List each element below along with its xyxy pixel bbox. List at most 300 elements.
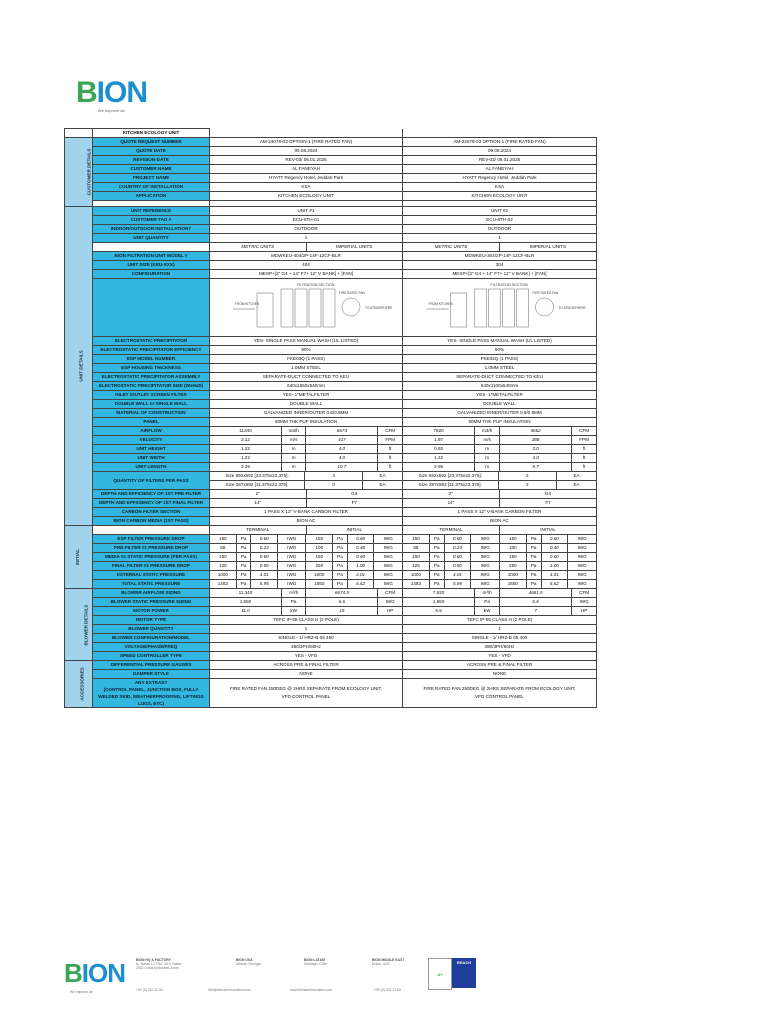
split-value: 7,920 <box>403 589 475 597</box>
split-value: 250 <box>306 562 333 570</box>
split-value: 4.01 <box>444 571 471 579</box>
split-value: 0.23 <box>444 544 471 552</box>
table-row <box>65 337 597 346</box>
table-row <box>65 216 597 225</box>
split-value: Size 287x592 [11.375x23.375]: <box>210 481 305 489</box>
section-label <box>65 661 93 708</box>
row-label: UNIT WIDTH <box>93 454 210 463</box>
split-value: Pa <box>333 580 348 588</box>
row-label: CUSTOMER NAME <box>93 165 210 174</box>
split-cell <box>210 580 403 589</box>
split-value: ft <box>388 446 392 451</box>
table-row <box>65 156 597 165</box>
split-value: CFM <box>385 590 396 595</box>
split-value: Pa <box>429 553 444 561</box>
unit2-value: YES- 1"METALFILTER <box>403 391 597 400</box>
footer-fax: +90 (0) 332 22 60 <box>374 988 401 992</box>
unit1-value: MDWKEU-404/2P-14F-12CF-BLR <box>210 252 403 261</box>
table-row <box>65 346 597 355</box>
split-value: 1,650 <box>403 598 475 606</box>
split-cell <box>210 553 403 562</box>
split-value: 6.62 <box>347 580 374 588</box>
split-cell <box>403 526 597 535</box>
unit2-value: YES - VFD <box>403 652 597 661</box>
row-label: INDOOR/OUTDOOR INSTALLATION? <box>93 225 210 234</box>
unit1-value: FKE03Q (1 PASS) <box>210 355 403 364</box>
extras-label-line: (CONTROL PANEL, JUNCTION BOX, FULLY <box>103 687 199 692</box>
footer <box>64 952 584 1004</box>
row-label <box>93 679 210 708</box>
unit2-value: TEFC IP-55 CLASS H (2 POLE) <box>403 616 597 625</box>
unit2-value: HYATT Regency Hotel, Jeddah Park <box>403 174 597 183</box>
split-value: Size 592x592 [23.375x23.375]: <box>403 472 498 480</box>
unit2-value: NONE <box>403 670 597 679</box>
split-value: IWG <box>577 545 587 550</box>
split-value: CFM <box>579 428 590 433</box>
unit1-value: KSA <box>210 183 403 192</box>
split-value: EA <box>573 482 580 487</box>
split-cell <box>210 589 403 598</box>
table-row <box>65 400 597 409</box>
split-value: 2.12 <box>210 436 281 444</box>
section-label <box>65 526 93 589</box>
split-value: 150 <box>210 553 236 561</box>
split-cell <box>210 436 403 445</box>
split-value: 1.97 <box>403 436 475 444</box>
split-value: 1483 <box>210 580 236 588</box>
unit1-value: SINGLE - 1/ HRZ-B 05 450 <box>210 634 403 643</box>
title-row <box>65 129 597 138</box>
split-value: 4 <box>305 472 363 480</box>
split-value: IWG <box>278 562 306 570</box>
split-cell <box>210 607 403 616</box>
split-value: 388 <box>499 436 571 444</box>
split-value: 3.25 <box>210 463 281 471</box>
unit2-value: 09.08.2024 <box>403 147 597 156</box>
split-cell <box>403 427 597 436</box>
split-value: 14" <box>210 499 306 507</box>
unit1-value: TEFC IP-55 CLASS H (2 POLE) <box>210 616 403 625</box>
split-value: 0.60 <box>541 535 568 543</box>
split-value: IWG <box>579 599 589 604</box>
row-label: CUSTOMER TAG # <box>93 216 210 225</box>
table-row <box>65 463 597 472</box>
split-value: 11.0 <box>210 607 281 615</box>
split-value: IWG <box>577 572 587 577</box>
split-value: 4661.5 <box>499 589 571 597</box>
table-row <box>65 652 597 661</box>
split-value: G4 <box>544 491 552 496</box>
unit-configuration-diagram <box>211 279 401 333</box>
split-value: 150 <box>306 535 333 543</box>
split-value: 150 <box>403 535 429 543</box>
split-value: 4.01 <box>541 571 568 579</box>
split-value: 0.50 <box>251 562 278 570</box>
split-cell <box>403 598 597 607</box>
split-cell <box>210 445 403 454</box>
split-cell <box>210 544 403 553</box>
logo-wordmark: BION <box>76 76 148 109</box>
split-cell <box>403 571 597 580</box>
split-value: Pa <box>429 535 444 543</box>
unit2-value: KITCHEN ECOLOGY UNIT <box>403 192 597 201</box>
split-value: Size 287x592 [11.375x23.375]: <box>403 481 498 489</box>
section-title: CUSTOMER DETAILS <box>86 148 92 196</box>
split-value: 4.01 <box>347 571 374 579</box>
split-cell <box>210 526 403 535</box>
split-value: Size 592x592 [23.375x23.375]: <box>210 472 305 480</box>
row-label: MOTOR TYPE <box>93 616 210 625</box>
split-value: 1483 <box>403 580 429 588</box>
unit1-value: UNIT #1 <box>210 207 403 216</box>
split-value: 150 <box>499 535 526 543</box>
table-row <box>65 607 597 616</box>
split-value: Pa <box>429 544 444 552</box>
row-label: BLOWER CONFIGURATION/MODEL <box>93 634 210 643</box>
split-value: 4.0 <box>306 454 378 462</box>
extras-label-line: LUGS, ETC) <box>137 701 165 706</box>
section-label <box>65 589 93 661</box>
split-value: 0.92 <box>403 445 475 453</box>
table-row <box>65 252 597 261</box>
footer-logo: BION <box>64 958 126 988</box>
unit1-value: OUTDOOR <box>210 225 403 234</box>
row-label: BLOWER QUANTITY <box>93 625 210 634</box>
split-value: m/s <box>475 436 500 444</box>
row-label: ELECTROSTATIC PRECIPITATOR SIZE (WxHxD) <box>93 382 210 391</box>
extras-line: VFD CONTROL PANEL <box>281 694 331 699</box>
unit2-value: MESP+[2" G4 + 14" F7+ 12" V BANK] + [FAN] <box>403 270 597 279</box>
split-value: IWG <box>471 571 500 579</box>
split-value: 1650 <box>306 580 333 588</box>
table-row <box>65 490 597 499</box>
unit2-value: 1 <box>403 625 597 634</box>
split-value: METRIC UNITS <box>210 243 306 251</box>
split-value: HP <box>386 608 394 613</box>
unit1-value: 90% <box>210 346 403 355</box>
split-value: 6.62 <box>541 580 568 588</box>
diagram-title: FILTRATION SECTION <box>297 283 335 287</box>
unit1-value: YES - VFD <box>210 652 403 661</box>
section-title: BLOWER DETAILS <box>83 603 89 646</box>
unit1-value: 1.0MM STEEL <box>210 364 403 373</box>
split-value: 1.00 <box>347 562 374 570</box>
split-value: CFM <box>385 428 396 433</box>
split-cell <box>403 472 597 481</box>
split-value: EA <box>379 473 386 478</box>
split-value: IWG <box>471 544 500 552</box>
split-cell <box>403 243 597 252</box>
section-label <box>65 207 93 526</box>
row-label <box>93 279 210 337</box>
split-value: 9.7 <box>499 463 571 471</box>
split-value: Pa <box>429 562 444 570</box>
split-cell <box>403 553 597 562</box>
split-value: Pa <box>526 562 541 570</box>
split-cell <box>210 562 403 571</box>
split-value: Pa <box>429 571 444 579</box>
diagram-fan: FIRE RATED FAN <box>339 291 365 295</box>
split-value: IWG <box>471 562 500 570</box>
split-value: Pa <box>281 598 306 606</box>
table-row <box>65 373 597 382</box>
table-row <box>65 580 597 589</box>
split-value: 150 <box>306 553 333 561</box>
split-value: kW <box>475 607 500 615</box>
split-cell <box>210 463 403 472</box>
split-value: IWG <box>278 544 306 552</box>
split-value: FPM <box>385 437 396 442</box>
split-value: EA <box>379 482 386 487</box>
footer-hq: BION HQ & FACTORY IL. Naser 12, Plot. 3A Il. Naser 2022 Dubai (Industrial Zone) <box>136 958 182 970</box>
diagram-title: FILTRATION SECTION <box>490 283 528 287</box>
table-row <box>65 445 597 454</box>
split-value: IWG <box>278 553 306 561</box>
row-label: SPEED CONTROLLER TYPE <box>93 652 210 661</box>
unit2-value: BION AC <box>403 517 597 526</box>
row-label: FINAL FILTER #1 PRESSURE DROP <box>93 562 210 571</box>
row-label: ESP MODEL NUMBER <box>93 355 210 364</box>
diagram-fan: FIRE RATED FAN <box>532 291 559 295</box>
split-value: Pa <box>333 544 348 552</box>
split-value: m3/h <box>281 427 306 435</box>
split-value: ft <box>388 464 392 469</box>
split-value: 1.22 <box>210 454 281 462</box>
row-label: REVISION-DATE <box>93 156 210 165</box>
split-value: 0.60 <box>444 553 471 561</box>
unit2-value: 1 PASS X 12" V-BANK CARBON FILTER <box>403 508 597 517</box>
table-row <box>65 391 597 400</box>
energy-badge: A+ <box>428 958 452 990</box>
split-value: 150 <box>210 535 236 543</box>
unit1-value: 1 PASS X 12" V-BANK CARBON FILTER <box>210 508 403 517</box>
units-header-row <box>65 243 597 252</box>
split-value: Pa <box>333 535 348 543</box>
unit2-value: OUTDOOR <box>403 225 597 234</box>
split-cell <box>210 499 403 508</box>
table-row <box>65 165 597 174</box>
split-value: m <box>281 445 306 453</box>
section-title: ACCESSORIES <box>79 667 85 701</box>
table-row <box>65 174 597 183</box>
split-value: m3/h <box>475 427 500 435</box>
blank <box>210 129 403 138</box>
row-label: BION CARBON MEDIA (1ST PASS) <box>93 517 210 526</box>
table-row <box>65 535 597 544</box>
unit2-value: ACROSS PRE & FINAL FILTER <box>403 661 597 670</box>
section-label <box>65 138 93 207</box>
table-row <box>65 616 597 625</box>
split-value: FPM <box>579 437 589 442</box>
unit2-value: 1 <box>403 234 597 243</box>
row-label: BION FILTRATION UNIT MODEL # <box>93 252 210 261</box>
split-value: 0.23 <box>251 544 278 552</box>
unit2-value: KSA <box>403 183 597 192</box>
split-value: Pa <box>236 553 251 561</box>
row-label: DEPTH AND EFFICIENCY OF 1ST FINAL FILTER <box>93 499 210 508</box>
row-label: PANEL <box>93 418 210 427</box>
split-value: kW <box>281 607 306 615</box>
split-value: m <box>281 463 306 471</box>
row-label: PROJECT NAME <box>93 174 210 183</box>
split-value: INITIAL <box>540 527 556 532</box>
row-label: VOLTAGE/PHASE/FREQ <box>93 643 210 652</box>
table-row <box>65 499 597 508</box>
split-value: INITIAL <box>346 527 363 532</box>
split-value: ft <box>582 464 586 469</box>
split-value: 1000 <box>403 571 429 579</box>
split-value: 125 <box>210 562 236 570</box>
unit1-value: KITCHEN ECOLOGY UNIT <box>210 192 403 201</box>
split-value: F7 <box>351 500 357 505</box>
extras-value <box>403 679 597 708</box>
split-value: 5.95 <box>251 580 278 588</box>
split-value: 6674 <box>306 427 378 435</box>
extras-line: FIRE RATED FAN 250DEG @ 2HRS SEPARATE FROM ECOLOGY UNIT, <box>229 686 383 691</box>
row-label: VELOCITY <box>93 436 210 445</box>
split-value: 0 <box>305 481 363 489</box>
unit2-value: DOUBLE WALL <box>403 400 597 409</box>
footer-email[interactable]: info@bionairremovalsm.com <box>208 988 252 992</box>
logo-tagline: We improve air <box>98 108 125 113</box>
table-row <box>65 436 597 445</box>
table-row <box>65 634 597 643</box>
unit1-value: 1 <box>210 625 403 634</box>
split-value: 150 <box>499 553 526 561</box>
spec-table <box>64 128 597 708</box>
split-value: 100 <box>499 544 526 552</box>
split-value: CFM <box>579 590 590 595</box>
table-row <box>65 454 597 463</box>
row-label: ESP HOUSING THICKNESS <box>93 364 210 373</box>
split-value: m/s <box>281 436 306 444</box>
row-label: ELECTROSTATIC PRECIPITATOR EFFICIENCY <box>93 346 210 355</box>
split-cell <box>210 535 403 544</box>
row-label: DOUBLE WALL or SINGLE WALL <box>93 400 210 409</box>
split-value: Pa <box>333 553 348 561</box>
unit2-value: 640x1100x540mm <box>403 382 597 391</box>
table-row <box>65 670 597 679</box>
unit2-value: UNIT #2 <box>403 207 597 216</box>
split-cell <box>403 445 597 454</box>
section-title: UNIT DETAILS <box>78 350 84 382</box>
table-row <box>65 225 597 234</box>
split-value: HP <box>580 608 588 613</box>
split-value: TERMINAL <box>403 526 500 534</box>
split-value: Pa <box>526 580 541 588</box>
split-value: IWG <box>278 571 306 579</box>
header-logo <box>76 76 147 110</box>
unit1-value: NONE <box>210 670 403 679</box>
row-label: BLOWER AIRFLOW SIZING <box>93 589 210 598</box>
blank <box>93 243 210 252</box>
split-value: 2 <box>498 481 556 489</box>
split-value: 2 <box>498 472 556 480</box>
row-label: MOTOR POWER <box>93 607 210 616</box>
row-label: TOTAL STATIC PRESSURE <box>93 580 210 589</box>
split-value: 4662 <box>499 427 571 435</box>
footer-tagline: We improve air <box>70 990 93 994</box>
row-label: CONFIGURATION <box>93 270 210 279</box>
split-cell <box>210 481 403 490</box>
unit1-value: 50MM THK PUF INSULATION <box>210 418 403 427</box>
split-value: 0.60 <box>251 553 278 561</box>
footer-me: BION MIDDLE EAST Dubai, UAE <box>372 958 405 966</box>
split-cell <box>210 472 403 481</box>
extras-label-line: WELDED SKID, WEATHERPROOFING, LIFTINGS <box>98 694 204 699</box>
row-label: EXTERNAL STATIC PRESSURE <box>93 571 210 580</box>
split-value: m³/h <box>475 589 500 597</box>
pressure-header-row <box>65 526 597 535</box>
split-value: TERMINAL <box>210 526 306 534</box>
split-value: Pa <box>475 598 500 606</box>
table-row <box>65 147 597 156</box>
split-cell <box>403 607 597 616</box>
footer-phone[interactable]: +90 (0) 332 22 54 <box>136 988 163 992</box>
row-label: INLET /OUTLET SCREEN FILTER <box>93 391 210 400</box>
split-value: 125 <box>403 562 429 570</box>
split-value: ft <box>388 455 392 460</box>
diagram-outlet: TO ATMOSPHERE <box>558 306 586 310</box>
split-cell <box>403 580 597 589</box>
split-value: IWG <box>383 572 393 577</box>
unit2-value: SEPARATE-DUCT CONNECTED TO KEU <box>403 373 597 382</box>
split-value: 0.40 <box>541 544 568 552</box>
split-value: m <box>281 454 306 462</box>
extras-line: VFD CONTROL PANEL <box>475 694 524 699</box>
table-row <box>65 625 597 634</box>
table-row <box>65 355 597 364</box>
footer-web[interactable]: www.bionairremovalsm.com <box>290 988 333 992</box>
row-label: ELECTROSTATIC PRECIPITATOR <box>93 337 210 346</box>
split-value: 2.95 <box>403 463 475 471</box>
reach-badge: REACH <box>452 958 476 988</box>
table-row <box>65 544 597 553</box>
row-label: DAMPER STYLE <box>93 670 210 679</box>
split-value: Pa <box>333 562 348 570</box>
unit1-value: REV-03/ 06.01.2025 <box>210 156 403 165</box>
unit2-value: YES- SINGLE PASS MANUAL WASH (UL LISTED) <box>403 337 597 346</box>
split-value: METRIC UNITS <box>403 243 500 251</box>
split-cell <box>403 589 597 598</box>
split-value: 1000 <box>499 571 526 579</box>
split-value: G4 <box>351 491 358 496</box>
split-value: 417 <box>306 436 378 444</box>
unit2-value: 380/3PH/60Hz <box>403 643 597 652</box>
table-row <box>65 234 597 243</box>
table-row <box>65 382 597 391</box>
split-value: Pa <box>333 571 348 579</box>
split-value: EA <box>573 473 580 478</box>
split-value: 0.60 <box>541 553 568 561</box>
split-value: 4.0 <box>306 445 378 453</box>
section-title: INITIAL <box>75 548 81 566</box>
split-value: 1.22 <box>403 454 475 462</box>
split-value: IWG <box>577 536 587 541</box>
extras-line: FIRE RATED FAN 250DEG @ 2HRS SEPARATE FROM ECOLOGY UNIT, <box>423 686 576 691</box>
split-value: Pa <box>526 553 541 561</box>
split-value: 7920 <box>403 427 475 435</box>
split-cell <box>403 436 597 445</box>
split-value: IWG <box>577 554 587 559</box>
unit1-value: MESP+[2" G4 + 14" F7+ 12" V BANK] + [FAN] <box>210 270 403 279</box>
split-value: 2" <box>403 490 500 498</box>
split-value: Pa <box>526 544 541 552</box>
split-value: 11,340 <box>210 589 281 597</box>
split-cell <box>403 454 597 463</box>
split-value: Pa <box>526 535 541 543</box>
unit2-value: AL FANEYAH <box>403 165 597 174</box>
